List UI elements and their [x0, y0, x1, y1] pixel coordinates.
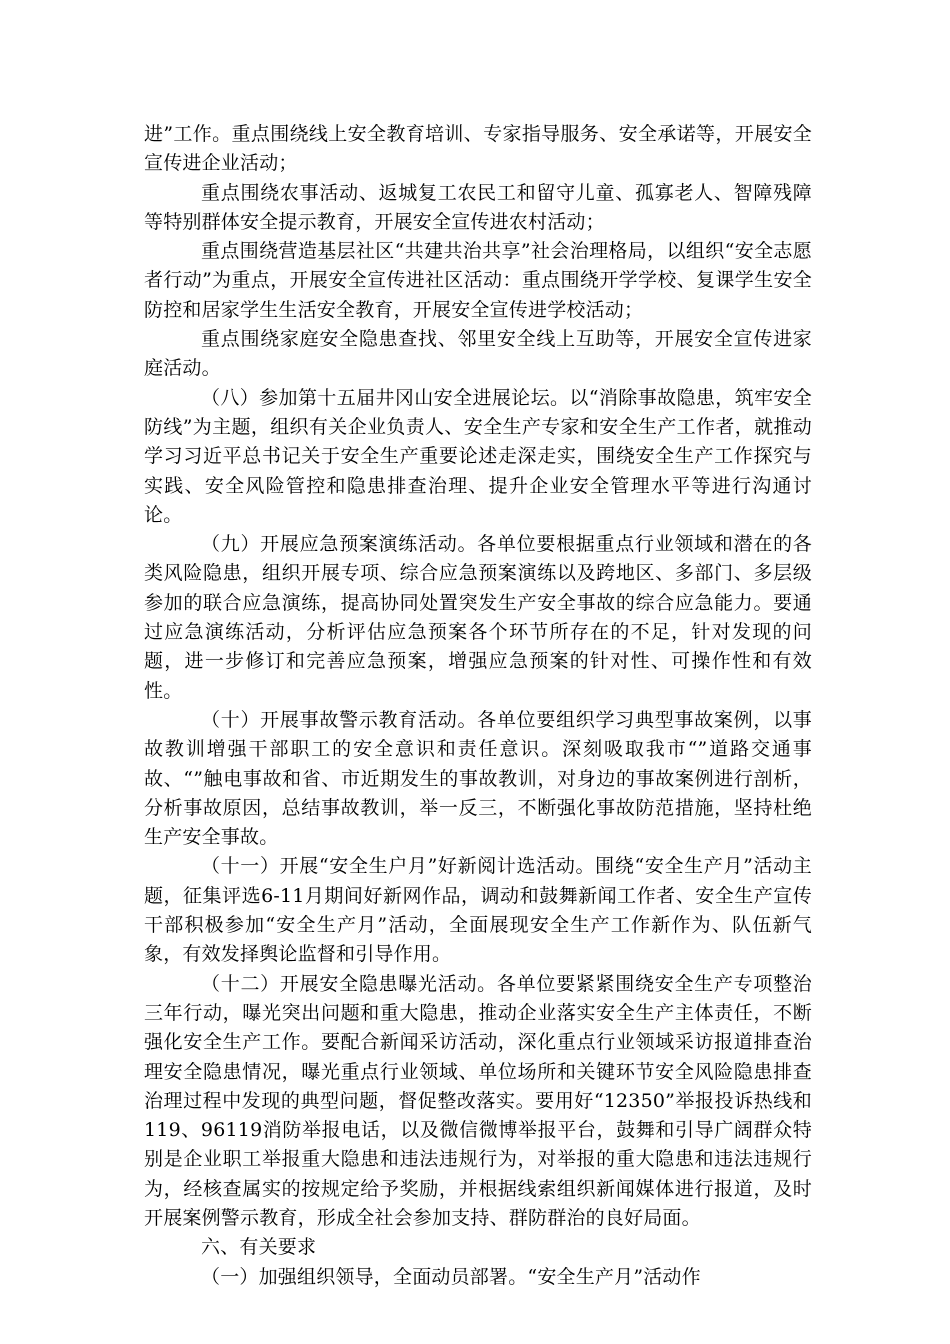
paragraph-item-9-drill: （九）开展应急预案演练活动。各单位要根据重点行业领域和潜在的各类风险隐患，组织开展专项、综合应急预案演练以及跨地区、多部门、多层级参加的联合应急演练，提高协同处置突发生产安全事故的综合应急能力。要通过应急演练活动，分析评估应急预案各个环节所存在的不足，针对发现的问题，进一步修订和完善应急预案，增强应急预案的针对性、可操作性和有效性。	[144, 533, 812, 702]
paragraph-item-11-news-selection: （十一）开展“安全生户月”好新阅计选活动。围绕“安全生产月”活动主题，征集评选6-11月期间好新网作品，调动和鼓舞新闻工作者、安全生产宣传干部积极参加“安全生产月”活动，全面展现安全生产工作新作为、队伍新气象，有效发择舆论监督和引导作用。	[144, 855, 812, 966]
paragraph-continuation: 进”工作。重点围绕线上安全教育培训、专家指导服务、安全承诺等，开展安全宣传进企业活动；	[144, 123, 812, 175]
paragraph-item-10-warning-education: （十）开展事故警示教育活动。各单位要组织学习典型事故案例，以事故教训增强干部职工的安全意识和责任意识。深刻吸取我市“”道路交通事故、“”触电事故和省、市近期发生的事故教训，对身边的事故案例进行剖析，分析事故原因，总结事故教训，举一反三，不断强化事故防范措施，坚持杜绝生产安全事故。	[144, 708, 812, 849]
section-heading-requirements: 六、有关要求	[201, 1236, 317, 1259]
paragraph-rural-campaign: 重点围绕农事活动、返城复工农民工和留守儿童、孤寡老人、智障残障等特别群体安全提示教育，开展安全宣传进农村活动；	[144, 181, 812, 233]
paragraph-item-8-forum: （八）参加第十五届井冈山安全进展论坛。以“消除事故隐患，筑牢安全防线”为主题，组织有关企业负责人、安全生产专家和安全生产工作者，就推动学习习近平总书记关于安全生产重要论述走深走实，围绕安全生产工作探究与实践、安全风险管控和隐患排查治理、提升企业安全管理水平等进行沟通讨论。	[144, 386, 812, 526]
paragraph-item-12-hazard-exposure: （十二）开展安全隐患曝光活动。各单位要紧紧围绕安全生产专项整治三年行动，曝光突出问题和重大隐患，推动企业落实安全生产主体责任，不断强化安全生产工作。要配合新闻采访活动，深化重点行业领域采访报道排查治理安全隐患情况，曝光重点行业领域、单位场所和关键环节安全风险隐患排查治理过程中发现的典型问题，督促整改落实。要用好“12350”举报投诉热线和119、96119消防举报电话，以及微信微博举报平台，鼓舞和引导广阔群众特别是企业职工举报重大隐患和违法违规行为，对举报的重大隐患和违法违规行为，经核查属实的按规定给予奖励，并根据线索组织新闻媒体进行报道，及时开展案例警示教育，形成全社会参加支持、群防群治的良好局面。	[144, 972, 812, 1229]
paragraph-community-school-campaign: 重点围绕营造基层社区“共建共治共享”社会治理格局，以组织“安全志愿者行动”为重点，开展安全宣传进社区活动：重点围绕开学学校、复课学生安全防控和居家学生生活安全教育，开展安全宣传进学校活动；	[144, 240, 812, 321]
paragraph-family-campaign: 重点围绕家庭安全隐患查找、邻里安全线上互助等，开展安全宣传进家庭活动。	[144, 328, 812, 380]
document-page	[144, 120, 812, 1292]
paragraph-requirement-1: （一）加强组织领导，全面动员部署。“安全生产月”活动作	[201, 1265, 701, 1288]
